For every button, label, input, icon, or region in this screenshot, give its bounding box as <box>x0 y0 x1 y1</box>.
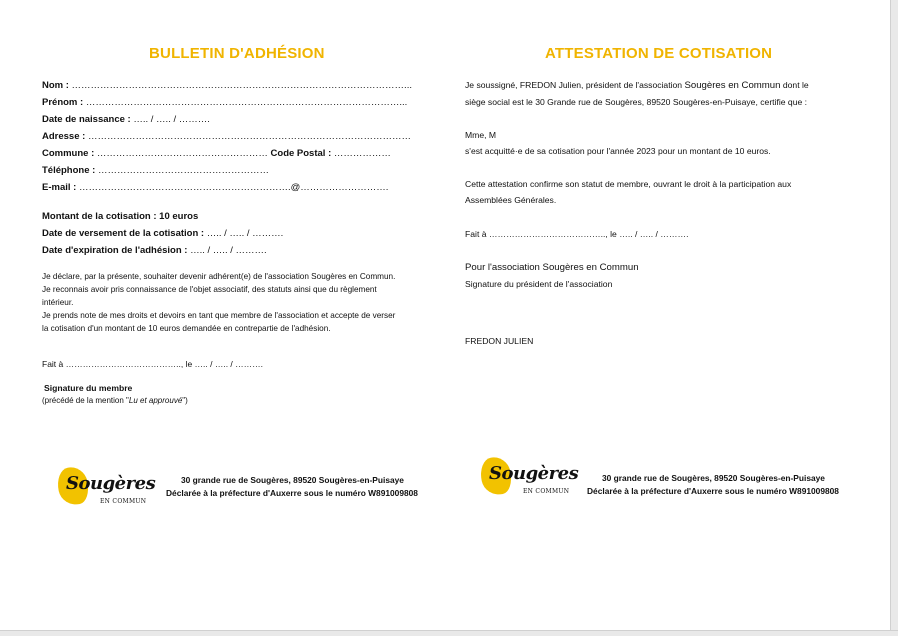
field-telephone[interactable]: Téléphone : ……………………………………………… <box>42 165 269 176</box>
signature-mention: (précédé de la mention "Lu et approuvé") <box>42 396 188 405</box>
field-date-naissance[interactable]: Date de naissance : ….. / ….. / ………. <box>42 114 210 125</box>
field-adresse[interactable]: Adresse : ………………………………………………………………………………………… <box>42 131 411 142</box>
cotisation-fields <box>42 208 283 259</box>
attestation-line-3[interactable]: Mme, M <box>465 130 497 140</box>
attestation-line-6: Assemblées Générales. <box>465 195 557 205</box>
field-date-versement[interactable]: Date de versement de la cotisation : ….. / ….. / ………. <box>42 228 284 239</box>
attestation-title: ATTESTATION DE COTISATION <box>545 45 773 62</box>
attestation-fait-a-line[interactable]: Fait à ………………………………….., le ….. / ….. / ………. <box>465 229 689 239</box>
field-nom[interactable]: Nom : ……………………………………………………………………………………………... <box>42 80 412 91</box>
declaration-line-2: Je reconnais avoir pris connaissance de l'objet associatif, des statuts ainsi que du règlement intérieur. <box>42 285 377 307</box>
field-email[interactable]: E-mail : ………………………………………………………….@………………………. <box>42 182 389 193</box>
signature-membre-title: Signature du membre <box>44 383 133 393</box>
logo-wordmark: Sougères <box>489 463 579 484</box>
attestation-line-4: s'est acquitté·e de sa cotisation pour l'année 2023 pour un montant de 10 euros. <box>465 146 771 156</box>
footer-address-block <box>587 472 839 498</box>
attestation-pour-association: Pour l'association Sougères en Commun <box>465 262 639 273</box>
footer-address-block <box>166 474 418 500</box>
declaration-text <box>42 270 402 335</box>
declaration-line-1: Je déclare, par la présente, souhaiter devenir adhérent(e) de l'association Sougères en Commun. <box>42 272 396 281</box>
attestation-line-5: Cette attestation confirme son statut de membre, ouvrant le droit à la participation aux <box>465 179 792 189</box>
declaration-line-3: Je prends note de mes droits et devoirs en tant que membre de l'association et accepte de verser la cotisation d'un montant de 10 euros demandée en contrepartie de l'adhésion. <box>42 311 396 333</box>
field-prenom[interactable]: Prénom : ………………………………………………………………………………………... <box>42 97 408 108</box>
fait-a-line[interactable]: Fait à ………………………………….., le ….. / ….. / ………. <box>42 359 264 369</box>
footer-prefecture: Déclarée à la préfecture d'Auxerre sous le numéro W891009808 <box>166 488 418 498</box>
bulletin-title: BULLETIN D'ADHÉSION <box>149 45 325 62</box>
logo-subtitle: EN COMMUN <box>100 498 147 505</box>
sougeres-logo <box>479 455 579 503</box>
sougeres-logo <box>56 465 156 513</box>
page-right-edge <box>890 0 898 636</box>
field-date-expiration[interactable]: Date d'expiration de l'adhésion : ….. / ….. / ………. <box>42 245 267 256</box>
footer-prefecture: Déclarée à la préfecture d'Auxerre sous le numéro W891009808 <box>587 486 839 496</box>
attestation-signature-president: Signature du président de l'association <box>465 279 613 289</box>
attestation-cotisation <box>465 0 865 636</box>
bulletin-adhesion <box>42 0 442 636</box>
field-code-postal-label: Code Postal : <box>267 148 332 159</box>
membership-fields <box>42 77 442 196</box>
logo-subtitle: EN COMMUN <box>523 488 570 495</box>
attestation-line-2: siège social est le 30 Grande rue de Sougères, 89520 Sougères-en-Puisaye, certifie que : <box>465 97 808 107</box>
attestation-president-name: FREDON JULIEN <box>465 336 534 346</box>
logo-wordmark: Sougères <box>66 473 156 494</box>
field-commune[interactable]: Commune : ……………………………………………… Code Postal : ……………… <box>42 148 391 159</box>
field-montant: Montant de la cotisation : 10 euros <box>42 211 199 222</box>
footer-address: 30 grande rue de Sougères, 89520 Sougères-en-Puisaye <box>602 473 825 483</box>
footer-address: 30 grande rue de Sougères, 89520 Sougères-en-Puisaye <box>181 475 404 485</box>
attestation-line-1: Je soussigné, FREDON Julien, président de l'association Sougères en Commun dont le <box>465 80 809 91</box>
